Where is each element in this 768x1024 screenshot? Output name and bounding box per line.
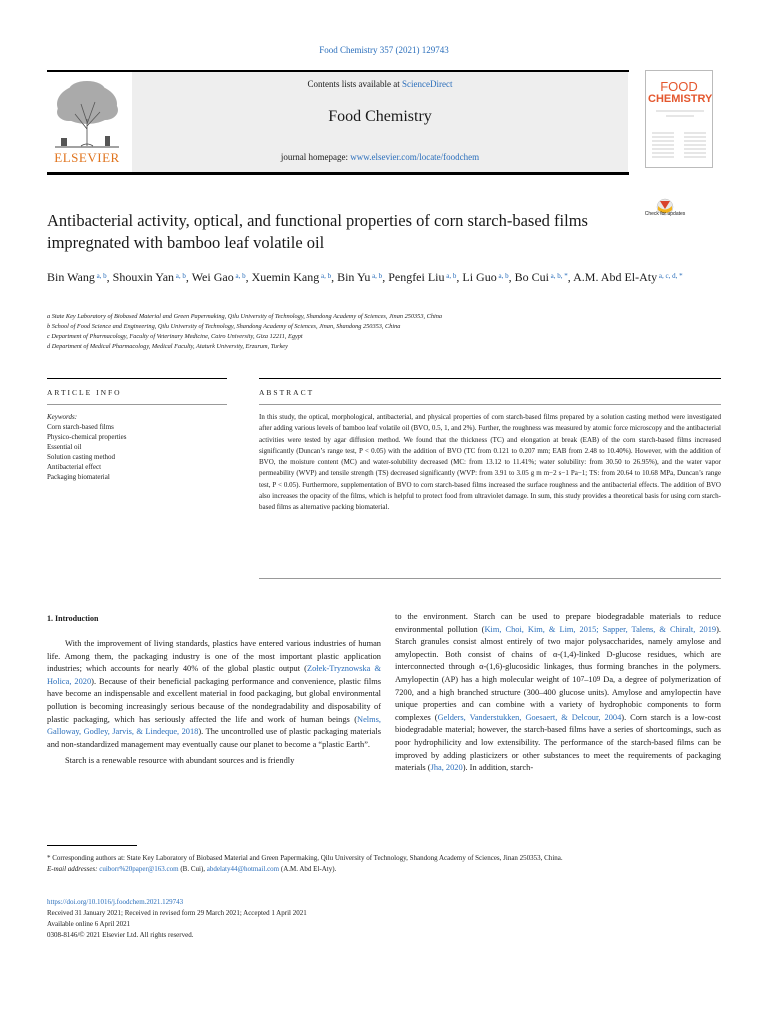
homepage-prefix: journal homepage: <box>280 152 351 162</box>
body-column-left <box>47 638 381 768</box>
affiliation-b: b School of Food Science and Engineering, Qilu University of Technology, Shandong Academy of Sciences, Jinan, Shandong 250353, China <box>47 323 401 330</box>
author-name[interactable]: A.M. Abd El-Aty <box>573 270 658 284</box>
author-separator: , <box>106 270 113 284</box>
contents-prefix: Contents lists available at <box>307 79 402 89</box>
author-entry[interactable] <box>47 270 107 284</box>
abstract-rule <box>259 378 721 379</box>
author-separator: , <box>331 270 338 284</box>
author-name[interactable]: Bin Wang <box>47 270 95 284</box>
sciencedirect-link[interactable]: ScienceDirect <box>402 79 453 89</box>
paragraph <box>395 611 721 775</box>
author-affiliation-marks[interactable]: a, b <box>319 272 332 280</box>
journal-homepage-link[interactable]: www.elsevier.com/locate/foodchem <box>350 152 480 162</box>
doi-link[interactable]: https://doi.org/10.1016/j.foodchem.2021.129743 <box>47 898 184 906</box>
email-label: E-mail addresses: <box>47 864 98 873</box>
author-affiliation-marks[interactable]: a, c, d, * <box>657 272 683 280</box>
citation-link[interactable]: Gelders, Vanderstukken, Goesaert, & Delcour, 2004 <box>437 712 622 722</box>
superscript: 9 <box>596 674 601 683</box>
author-separator: , <box>508 270 515 284</box>
abstract-end-rule <box>259 578 721 579</box>
check-for-updates-label[interactable]: Check for updates <box>644 211 686 217</box>
author-affiliation-marks[interactable]: a, b, * <box>548 272 568 280</box>
abstract-heading: ABSTRACT <box>259 388 315 397</box>
text-run: ). Because of their beneficial packaging performance and convenience, plastic films have become an indispensable and excellent material in food packaging, but global environmental pollution is becoming increasingly serious because of the nondegradability and disposability of plastic packaging, which has seriously affected the life and work of human beings ( <box>47 676 381 724</box>
author-name[interactable]: Li Guo <box>462 270 497 284</box>
affiliation-d: d Department of Medical Pharmacology, Medical Faculty, Ataturk University, Erzurum, Turkey <box>47 343 288 350</box>
keyword-item: Corn starch-based films <box>47 423 114 431</box>
section-heading-introduction: 1. Introduction <box>47 614 99 623</box>
copyright: 0308-8146/© 2021 Elsevier Ltd. All rights reserved. <box>47 931 194 939</box>
author-entry[interactable] <box>337 270 382 284</box>
text-run: With the improvement of living standards, plastics have entered various industries of human life. Among them, the packaging industry is one of the most important plastic application industries; which accounts for nearly 40% of the global plastic output ( <box>47 639 381 674</box>
author-name[interactable]: Shouxin Yan <box>112 270 175 284</box>
citation-link[interactable]: Nelms, Galloway, Godley, Jarvis, & Lindeque, 2018 <box>47 714 381 737</box>
article-info-rule <box>47 378 227 379</box>
footnotes <box>47 853 723 874</box>
author-name[interactable]: Xuemin Kang <box>251 270 320 284</box>
email-owner: (A.M. Abd El-Aty). <box>279 864 337 873</box>
journal-reference-link[interactable]: Food Chemistry 357 (2021) 129743 <box>319 45 449 55</box>
contents-line <box>132 79 628 89</box>
author-name[interactable]: Bo Cui <box>514 270 549 284</box>
author-affiliation-marks[interactable]: a, b <box>496 272 509 280</box>
text-run: Da, a degree of polymerization of 7200, and a high branched structure (300–400 glucose units). Amylose and amylopectin have unique properties and can combine with a variety of hydrophobic components to form complexes ( <box>395 674 721 722</box>
masthead-bottom-rule <box>47 172 629 175</box>
author-entry[interactable] <box>252 270 332 284</box>
author-affiliation-marks[interactable]: a, b <box>174 272 186 280</box>
online-date: Available online 6 April 2021 <box>47 920 131 928</box>
article-info-heading: ARTICLE INFO <box>47 388 122 397</box>
cover-title-chemistry: CHEMISTRY <box>648 93 713 105</box>
email-owner: (B. Cui), <box>178 864 207 873</box>
text-run: –10 <box>584 674 597 684</box>
author-name[interactable]: Wei Gao <box>191 270 234 284</box>
affiliation-c: c Department of Pharmacology, Faculty of Veterinary Medicine, Cairo University, Giza 12211, Egypt <box>47 333 303 340</box>
keyword-item: Packaging biomaterial <box>47 473 110 481</box>
footnote-rule <box>47 845 137 846</box>
author-list <box>47 268 687 286</box>
text-run: to the environment. Starch can be used to prepare biodegradable materials to reduce environmental pollution ( <box>395 612 721 634</box>
author-affiliation-marks[interactable]: a, b <box>370 272 383 280</box>
author-entry[interactable] <box>573 270 682 284</box>
text-run: ). Corn starch is a low-cost biodegradable material; however, the starch-based films have a series of shortcomings, such as poor hydrophilicity and low extensibility. The performance of the starch-based films can be improved by adding plasticizers or other substances to meet the requirements of packaging materials ( <box>395 712 722 773</box>
author-entry[interactable] <box>192 270 246 284</box>
keyword-item: Physico-chemical properties <box>47 433 127 441</box>
author-name[interactable]: Bin Yu <box>337 270 371 284</box>
affiliation-a: a State Key Laboratory of Biobased Material and Green Papermaking, Qilu University of Technology, Shandong Academy of Sciences, Jinan 250353, China <box>47 313 443 320</box>
article-info-divider <box>47 404 227 405</box>
received-dates: Received 31 January 2021; Received in revised form 29 March 2021; Accepted 1 April 2021 <box>47 909 307 917</box>
text-run: ). Starch granules consist almost entirely of two major polysaccharides, namely amylose and amylopectin. Both consist of chains of α-(1,4)-linked D-glucose residues, which are interconnected through α-(1,6)-glucosidic linkages, thus forming branches in the polymers. Amylopectin (AP) has a high molecular weight of 10 <box>395 624 721 684</box>
keyword-item: Solution casting method <box>47 453 116 461</box>
email-link[interactable]: abdelaty44@hotmail.com <box>206 864 280 873</box>
author-entry[interactable] <box>388 270 456 284</box>
paragraph <box>47 638 381 751</box>
keywords-block <box>47 412 232 482</box>
keywords-label: Keywords: <box>47 413 78 421</box>
author-separator: , <box>245 270 252 284</box>
author-entry[interactable] <box>462 270 508 284</box>
corresponding-author-note: * Corresponding authors at: State Key Laboratory of Biobased Material and Green Papermaking, Qilu University of Technology, Shandong Academy of Sciences, Jinan 250353, China. <box>47 854 563 862</box>
paragraph: Starch is a renewable resource with abundant sources and is friendly <box>65 756 295 766</box>
homepage-line <box>132 152 628 162</box>
keyword-item: Essential oil <box>47 443 82 451</box>
author-separator: , <box>185 270 192 284</box>
author-affiliation-marks[interactable]: a, b <box>233 272 246 280</box>
author-name[interactable]: Pengfei Liu <box>388 270 445 284</box>
author-affiliation-marks[interactable]: a, b <box>94 272 107 280</box>
text-run: ). In addition, starch- <box>462 763 534 773</box>
citation-link[interactable]: Kim, Choi, Kim, & Lim, 2015; Sapper, Talens, & Chiralt, 2019 <box>484 624 717 634</box>
affiliations <box>47 312 727 352</box>
text-run: ). The uncontrolled use of plastic packaging materials and non-standardized management may eventually cause our planet to become a “plastic Earth”. <box>47 727 381 749</box>
author-entry[interactable] <box>515 270 568 284</box>
abstract-text: In this study, the optical, morphological, antibacterial, and physical properties of corn starch-based films prepared by a solution casting method were investigated after adding various levels of bamboo leaf volatile oil (BVO, 0.5, 1, and 2%). Further, the roughness was measured by atomic force microscopy and the antibacterial activities were tested by agar diffusion method. We found that the thickness (TC) and elongation at break (EAB) of the corn starch-based films increased significantly (Duncan’s range test, P < 0.05) with the addition of BVO (TC from 0.121 to 0.207 mm; EAB from 2.48 to 10.40%). However, with the addition of BVO, the moisture content (MC) and water-solubility decreased (MC: from 13.12 to 11.41%; water solubility: from 30.50 to 26.95%), and the water vapor permeability (WVP) and tensile strength (TS) decreased significantly (WVP: from 3.91 to 3.05 g m m−2 s−1 Pa−1; TS: from 20.64 to 10.68 MPa, Duncan’s range test, P < 0.05). Furthermore, supplementation of BVO to corn starch-based films increased the surface roughness and the antibacterial effects. The addition of BVO also increases the opacity of the films, which is helpful to protect food from ultraviolet damage. In sum, this study provides a theoretical basis for using corn starch-based films as alternative packing biomaterial. <box>259 413 721 512</box>
superscript: 7 <box>580 674 585 683</box>
author-separator: , <box>456 270 463 284</box>
cover-title-food: FOOD <box>660 79 698 94</box>
citation-link[interactable]: Jha, 2020 <box>430 763 463 773</box>
author-separator: , <box>382 270 389 284</box>
journal-name: Food Chemistry <box>328 108 432 125</box>
author-separator: , <box>567 270 574 284</box>
abstract-divider <box>259 404 721 405</box>
author-affiliation-marks[interactable]: a, b <box>444 272 457 280</box>
author-entry[interactable] <box>113 270 186 284</box>
publisher-name: ELSEVIER <box>54 150 120 165</box>
citation-link[interactable]: Zołek-Tryznowska & Holica, 2020 <box>47 664 381 686</box>
keyword-item: Antibacterial effect <box>47 463 102 471</box>
article-title: Antibacterial activity, optical, and functional properties of corn starch-based films impregnated with bamboo leaf volatile oil <box>47 211 588 252</box>
publication-info <box>47 897 723 941</box>
email-line <box>47 864 723 875</box>
body-column-right <box>395 611 721 775</box>
email-link[interactable]: cuiborr%20paper@163.com <box>99 864 179 873</box>
